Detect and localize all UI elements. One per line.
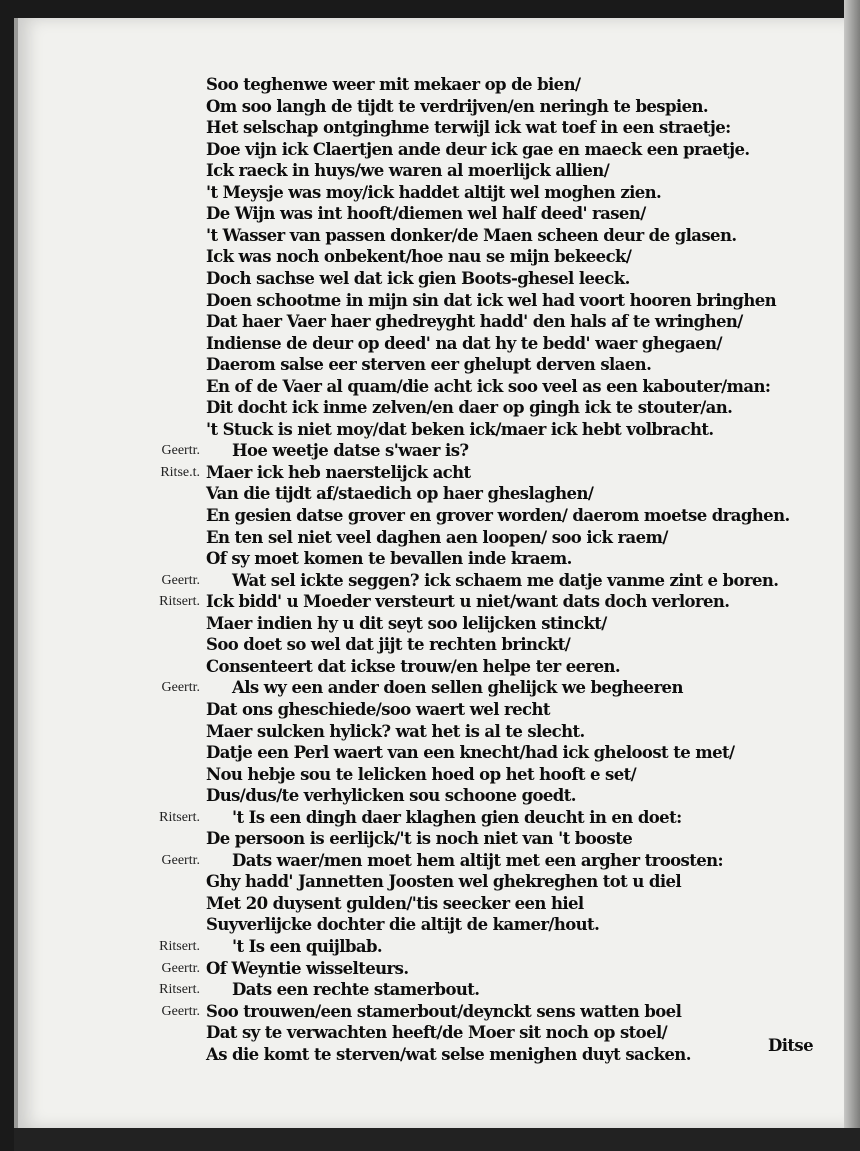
verse-line bbox=[0, 483, 860, 504]
verse-line bbox=[0, 613, 860, 634]
verse-line bbox=[0, 1022, 860, 1043]
speaker-name: Geertr. bbox=[161, 852, 200, 868]
verse-text: Maer ick heb naerstelijck acht bbox=[206, 462, 471, 482]
speaker-name: Geertr. bbox=[161, 572, 200, 588]
verse-text: 't Stuck is niet moy/dat beken ick/maer ick hebt volbracht. bbox=[206, 419, 714, 439]
verse-line bbox=[0, 742, 860, 763]
verse-line bbox=[0, 117, 860, 138]
verse-line bbox=[0, 139, 860, 160]
verse-text: 't Is een dingh daer klaghen gien deucht in en doet: bbox=[232, 807, 682, 827]
verse-line bbox=[0, 936, 860, 957]
verse-text: Maer sulcken hylick? wat het is al te slecht. bbox=[206, 721, 585, 741]
speaker-name: Ritse.t. bbox=[160, 464, 200, 480]
speaker-name: Geertr. bbox=[161, 1003, 200, 1019]
verse-text: Ghy hadd' Jannetten Joosten wel ghekreghen tot u diel bbox=[206, 872, 682, 892]
verse-text: Dus/dus/te verhylicken sou schoone goedt. bbox=[206, 786, 576, 806]
verse-text: As die komt te sterven/wat selse menighen duyt sacken. bbox=[206, 1044, 691, 1064]
verse-text: Doen schootme in mijn sin dat ick wel had voort hooren bringhen bbox=[206, 290, 777, 310]
verse-line bbox=[0, 333, 860, 354]
verse-text: Als wy een ander doen sellen ghelijck we begheeren bbox=[232, 678, 683, 698]
verse-line bbox=[0, 914, 860, 935]
verse-text: Van die tijdt af/staedich op haer gheslaghen/ bbox=[206, 484, 594, 504]
verse-line bbox=[0, 527, 860, 548]
speaker-name: Ritsert. bbox=[159, 594, 200, 610]
verse-line bbox=[0, 225, 860, 246]
verse-text: Wat sel ickte seggen? ick schaem me datje vanme zint e boren. bbox=[232, 570, 779, 590]
verse-text: Het selschap ontginghme terwijl ick wat toef in een straetje: bbox=[206, 118, 731, 138]
verse-text: Hoe weetje datse s'waer is? bbox=[232, 441, 469, 461]
verse-line bbox=[0, 290, 860, 311]
verse-line bbox=[0, 74, 860, 95]
verse-line bbox=[0, 419, 860, 440]
speaker-name: Ritsert. bbox=[159, 982, 200, 998]
verse-text: 't Is een quijlbab. bbox=[232, 937, 383, 956]
verse-text: Consenteert dat ickse trouw/en helpe ter eeren. bbox=[206, 656, 621, 676]
speaker-name: Ritsert. bbox=[159, 809, 200, 825]
verse-line bbox=[0, 850, 860, 871]
verse-text: Dats waer/men moet hem altijt met een argher troosten: bbox=[232, 850, 724, 870]
verse-text: Indiense de deur op deed' na dat hy te bedd' waer ghegaen/ bbox=[206, 333, 722, 353]
catchword: Ditse bbox=[768, 1036, 813, 1055]
verse-line bbox=[0, 268, 860, 289]
verse-line bbox=[0, 376, 860, 397]
verse-line bbox=[0, 807, 860, 828]
verse-line bbox=[0, 828, 860, 849]
verse-line bbox=[0, 203, 860, 224]
verse-text: De Wijn was int hooft/diemen wel half deed' rasen/ bbox=[206, 204, 646, 224]
verse-line bbox=[0, 96, 860, 117]
verse-text: En gesien datse grover en grover worden/ daerom moetse draghen. bbox=[206, 506, 790, 525]
verse-text: Dat ons gheschiede/soo waert wel recht bbox=[206, 699, 550, 719]
speaker-name: Ritsert. bbox=[159, 939, 200, 954]
verse-line bbox=[0, 182, 860, 203]
verse-line bbox=[0, 958, 860, 979]
verse-line bbox=[0, 354, 860, 375]
verse-text: Ick was noch onbekent/hoe nau se mijn bekeeck/ bbox=[206, 247, 632, 267]
verse-line bbox=[0, 1001, 860, 1022]
verse-line bbox=[0, 656, 860, 677]
verse-line bbox=[0, 634, 860, 655]
verse-text: Maer indien hy u dit seyt soo lelijcken stinckt/ bbox=[206, 613, 607, 633]
verse-line bbox=[0, 721, 860, 742]
verse-line bbox=[0, 246, 860, 267]
verse-text: Dat sy te verwachten heeft/de Moer sit noch op stoel/ bbox=[206, 1023, 668, 1043]
verse-text: Om soo langh de tijdt te verdrijven/en neringh te bespien. bbox=[206, 96, 709, 116]
verse-text: Of sy moet komen te bevallen inde kraem. bbox=[206, 549, 572, 569]
verse-text: 't Wasser van passen donker/de Maen scheen deur de glasen. bbox=[206, 225, 737, 245]
verse-line bbox=[0, 699, 860, 720]
verse-line bbox=[0, 785, 860, 806]
verse-text: Doch sachse wel dat ick gien Boots-ghesel leeck. bbox=[206, 268, 630, 288]
verse-line bbox=[0, 505, 860, 526]
verse-line bbox=[0, 397, 860, 418]
verse-text: 't Meysje was moy/ick haddet altijt wel moghen zien. bbox=[206, 182, 662, 202]
verse-text: Dats een rechte stamerbout. bbox=[232, 980, 480, 1000]
speaker-name: Geertr. bbox=[161, 680, 200, 696]
verse-text: Ick raeck in huys/we waren al moerlijck allien/ bbox=[206, 161, 610, 181]
verse-text: Daerom salse eer sterven eer ghelupt derven slaen. bbox=[206, 355, 652, 375]
verse-line bbox=[0, 440, 860, 461]
verse-line bbox=[0, 871, 860, 892]
verse-line bbox=[0, 979, 860, 1000]
verse-text: Soo doet so wel dat jijt te rechten brinckt/ bbox=[206, 635, 571, 655]
verse-text: Datje een Perl waert van een knecht/had ick gheloost te met/ bbox=[206, 743, 735, 763]
verse-text: Nou hebje sou te lelicken hoed op het hooft e set/ bbox=[206, 764, 637, 784]
verse-text: Soo teghenwe weer mit mekaer op de bien/ bbox=[206, 75, 581, 94]
verse-line bbox=[0, 893, 860, 914]
verse-text: Met 20 duysent gulden/'tis seecker een hiel bbox=[206, 893, 584, 913]
verse-line bbox=[0, 311, 860, 332]
verse-text: Suyverlijcke dochter die altijt de kamer/hout. bbox=[206, 915, 600, 935]
verse-line bbox=[0, 591, 860, 612]
verse-line bbox=[0, 570, 860, 591]
speaker-name: Geertr. bbox=[161, 960, 200, 976]
verse-text: En ten sel niet veel daghen aen loopen/ soo ick raem/ bbox=[206, 527, 668, 547]
verse-line bbox=[0, 160, 860, 181]
verse-line bbox=[0, 764, 860, 785]
verse-text: Ick bidd' u Moeder versteurt u niet/want dats doch verloren. bbox=[206, 592, 730, 612]
verse-line bbox=[0, 1044, 860, 1065]
verse-text: De persoon is eerlijck/'t is noch niet van 't booste bbox=[206, 829, 633, 849]
verse-text: Soo trouwen/een stamerbout/deynckt sens watten boel bbox=[206, 1001, 682, 1021]
verse-line bbox=[0, 462, 860, 483]
verse-line bbox=[0, 677, 860, 698]
verse-line bbox=[0, 548, 860, 569]
speaker-name: Geertr. bbox=[161, 443, 200, 459]
verse-text: Dit docht ick inme zelven/en daer op gingh ick te stouter/an. bbox=[206, 398, 733, 418]
verse-text: Of Weyntie wisselteurs. bbox=[206, 958, 409, 978]
verse-text: En of de Vaer al quam/die acht ick soo veel as een kabouter/man: bbox=[206, 376, 771, 396]
verse-text: Doe vijn ick Claertjen ande deur ick gae en maeck een praetje. bbox=[206, 139, 750, 159]
verse-text: Dat haer Vaer haer ghedreyght hadd' den hals af te wringhen/ bbox=[206, 312, 743, 332]
